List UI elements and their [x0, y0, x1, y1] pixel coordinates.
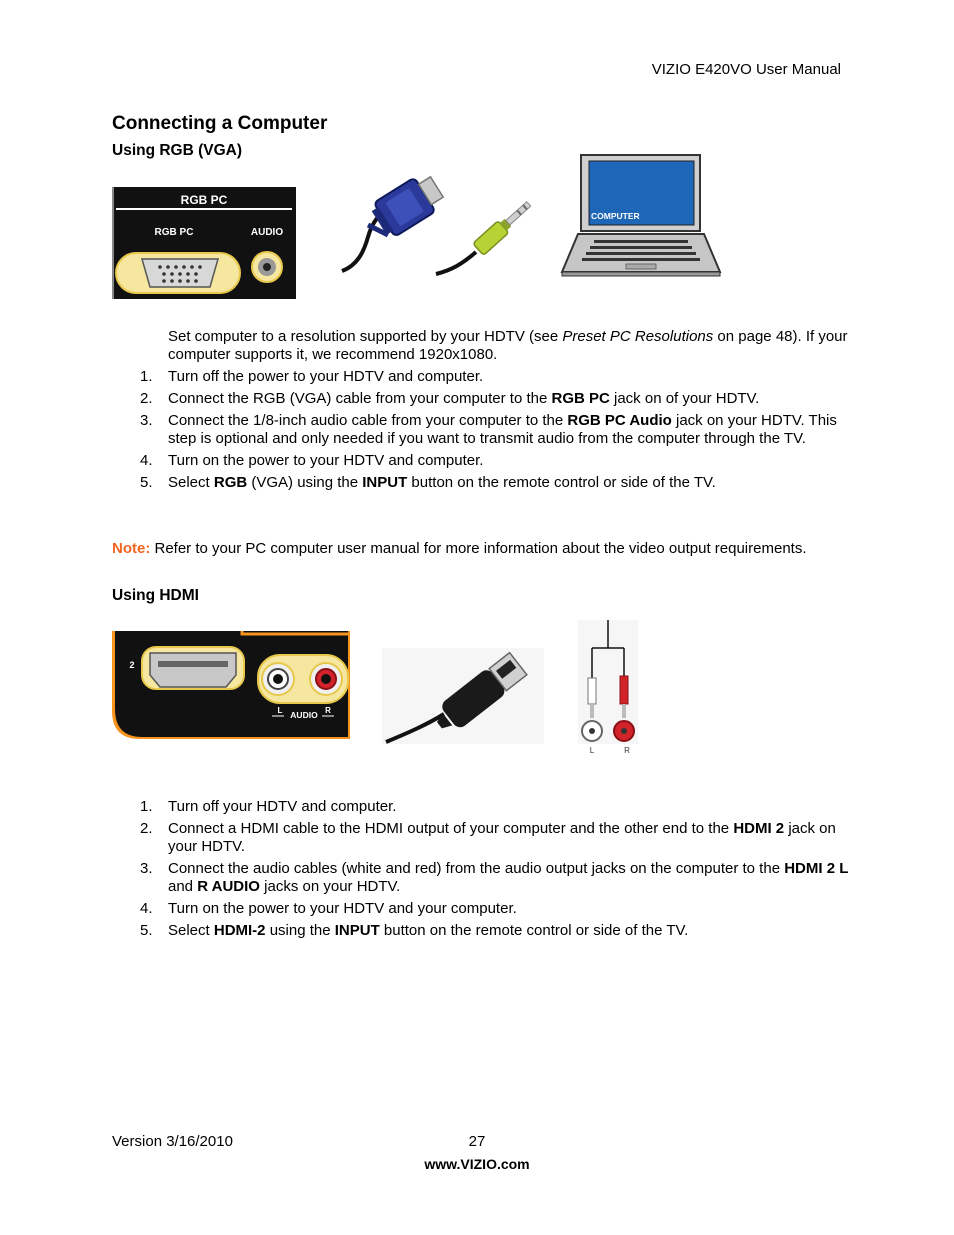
footer-version: Version 3/16/2010 — [112, 1133, 233, 1150]
rca-cables-illustration — [578, 620, 638, 756]
hdmi-step-1 — [112, 798, 852, 816]
rgb-panel-port-label: RGB PC — [154, 227, 194, 238]
manual-title: VIZIO E420VO User Manual — [651, 61, 841, 78]
rgb-intro-paragraph: Set computer to a resolution supported by your HDTV (see Preset PC Resolutions on page 48). If your computer supports it, we recommend 1920x1080. — [168, 328, 848, 363]
step-text: Turn off your HDTV and computer. — [168, 798, 397, 815]
step-text: jacks on your HDTV. — [259, 878, 401, 895]
rca-right-label: R — [624, 746, 630, 755]
step-text: using the — [265, 922, 335, 939]
step-number: 4. — [140, 452, 153, 469]
audio-cable-illustration — [432, 180, 548, 278]
rca-left-label: L — [589, 746, 595, 755]
step-bold-text: RGB — [213, 474, 248, 491]
hdmi-port-icon — [150, 653, 236, 687]
step-text: jack on your HDTV. — [168, 820, 836, 855]
step-number: 3. — [140, 860, 153, 877]
hdmi-step-5 — [112, 922, 852, 940]
step-number: 4. — [140, 900, 153, 917]
step-text: Select — [168, 474, 214, 491]
step-number: 1. — [140, 368, 153, 385]
step-text: Turn on the power to your HDTV and your computer. — [168, 900, 517, 917]
hdmi-audio-l-label: L — [277, 706, 283, 715]
step-text: Connect the audio cables (white and red) from the audio output jacks on the computer to the — [168, 860, 785, 877]
rgb-step-2 — [112, 390, 852, 408]
step-text: Select — [168, 922, 214, 939]
step-text: button on the remote control or side of the TV. — [407, 474, 716, 491]
hdmi-audio-word-label: AUDIO — [290, 710, 318, 720]
step-text: and — [168, 878, 198, 895]
step-bold-text: INPUT — [334, 922, 380, 939]
step-text: jack on your HDTV. This step is optional and only needed if you want to transmit audio from the computer through the TV. — [168, 412, 837, 447]
rgb-step-5 — [112, 474, 852, 492]
step-number: 3. — [140, 412, 153, 429]
hdmi-steps-list — [112, 798, 852, 944]
step-text: Connect the RGB (VGA) cable from your computer to the — [168, 390, 552, 407]
step-bold-text: INPUT — [362, 474, 408, 491]
footer-page-number: 27 — [468, 1133, 486, 1150]
step-number: 5. — [140, 474, 153, 491]
step-text: jack on of your HDTV. — [609, 390, 760, 407]
step-number: 5. — [140, 922, 153, 939]
hdmi-heading: Using HDMI — [112, 587, 199, 604]
hdmi-port-number: 2 — [129, 660, 135, 670]
rgb-panel-audio-label: AUDIO — [250, 227, 284, 238]
footer-url[interactable]: www.VIZIO.com — [424, 1156, 530, 1172]
step-bold-text: R AUDIO — [197, 878, 260, 895]
hdmi-panel-illustration — [112, 631, 352, 741]
step-number: 2. — [140, 820, 153, 837]
hdmi-cable-illustration — [382, 648, 544, 744]
step-bold-text: HDMI 2 — [733, 820, 785, 837]
page-title: Connecting a Computer — [112, 113, 328, 134]
rgb-step-4 — [112, 452, 852, 470]
hdmi-audio-r-label: R — [325, 706, 331, 715]
step-bold-text: HDMI-2 — [213, 922, 266, 939]
hdmi-step-2 — [112, 820, 852, 856]
step-text: Connect a HDMI cable to the HDMI output of your computer and the other end to the — [168, 820, 734, 837]
step-bold-text: HDMI 2 L — [784, 860, 849, 877]
rgb-heading: Using RGB (VGA) — [112, 142, 243, 159]
step-bold-text: RGB PC Audio — [567, 412, 672, 429]
step-number: 1. — [140, 798, 153, 815]
hdmi-step-4 — [112, 900, 852, 918]
step-text: Connect the 1/8-inch audio cable from your computer to the — [168, 412, 568, 429]
rgb-panel-top-label: RGB PC — [180, 193, 228, 207]
rgb-step-3 — [112, 412, 852, 448]
step-text: (VGA) using the — [247, 474, 363, 491]
step-bold-text: RGB PC — [551, 390, 610, 407]
hdmi-step-3 — [112, 860, 852, 896]
rgb-note: Note: Refer to your PC computer user manual for more information about the video output requirements. — [112, 540, 807, 557]
rgb-steps-list — [112, 368, 852, 496]
step-text: Turn on the power to your HDTV and computer. — [168, 452, 484, 469]
laptop-screen-label: COMPUTER — [591, 211, 640, 221]
step-text: Turn off the power to your HDTV and computer. — [168, 368, 484, 385]
step-text: button on the remote control or side of the TV. — [379, 922, 689, 939]
rgb-step-1 — [112, 368, 852, 386]
rgb-pc-panel-illustration — [112, 187, 296, 299]
laptop-illustration — [560, 154, 722, 278]
step-number: 2. — [140, 390, 153, 407]
